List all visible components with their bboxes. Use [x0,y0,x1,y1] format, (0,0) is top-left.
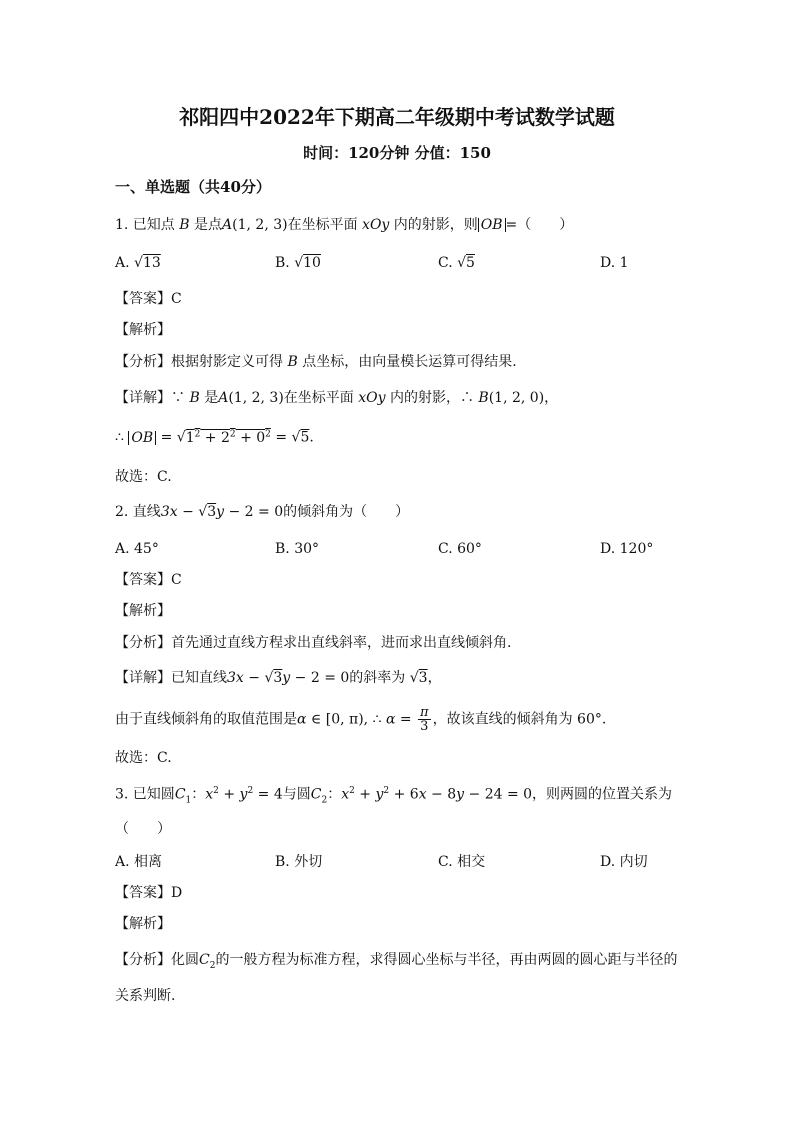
q2-option-c: C. 60° [438,541,482,557]
q3-option-c: C. 相交 [438,854,486,870]
q3-analysis-label: 【解析】 [115,916,171,932]
page-title: 祁阳四中2022年下期高二年级期中考试数学试题 [179,105,615,129]
q3-fenxi: 【分析】化圆$C_2$的一般方程为标准方程，求得圆心坐标与半径，再由两圆的圆心距与半径的 [115,952,678,971]
q1-option-c: C. √5 [438,255,475,271]
q2-analysis-label: 【解析】 [115,603,171,619]
q2-answer: 【答案】C [115,572,182,588]
q3-option-b: B. 外切 [275,854,323,870]
q2-option-a: A. 45° [115,541,159,557]
q3-answer: 【答案】D [115,885,183,901]
page-subtitle: 时间：120分钟 分值：150 [303,144,491,162]
q3-option-a: A. 相离 [115,854,163,870]
q2-fenxi: 【分析】首先通过直线方程求出直线斜率，进而求出直线倾斜角. [115,635,512,651]
q1-fenxi: 【分析】根据射影定义可得 B 点坐标，由向量模长运算可得结果. [115,354,517,370]
q3-fenxi-cont: 关系判断. [115,988,176,1004]
q3-stem: 3. 已知圆$C_1$：$x^2 + y^2 = 4$与圆$C_2$：$x^2 + y^2 + 6x - 8y - 24 = 0$，则两圆的位置关系为 [115,786,673,806]
q1-option-a: A. √13 [115,255,161,271]
q1-detail: 【详解】∵ B 是A(1, 2, 3)在坐标平面 xOy 内的射影，∴ B(1, 2, 0)， [115,390,559,406]
q1-conclusion: 故选：C. [115,469,172,485]
q3-option-d: D. 内切 [600,854,648,870]
q2-detail-range: 由于直线倾斜角的取值范围是α ∈ [0, π), ∴ α = $\frac{\pi}{3}$ ，故该直线的倾斜角为 60°. [115,705,607,734]
q1-option-b: B. √10 [275,255,321,271]
q2-option-b: B. 30° [275,541,320,557]
q2-detail: 【详解】已知直线3x − √3y − 2 = 0的斜率为 √3， [115,670,442,686]
q1-answer: 【答案】C [115,291,182,307]
q2-option-d: D. 120° [600,541,654,557]
section-heading: 一、单选题（共40分） [115,178,271,196]
q1-analysis-label: 【解析】 [115,322,171,338]
q1-option-d: D. 1 [600,255,629,271]
q1-detail-formula: ∴ OB = $√1^2 + 2^2 + 0^2 = √5$. [115,429,314,446]
q2-conclusion: 故选：C. [115,750,172,766]
q1-stem: 1. 已知点 B 是点A(1, 2, 3)在坐标平面 xOy 内的射影，则 OB =（ ） [115,217,574,233]
q3-stem-paren: （ ） [115,821,171,837]
q2-stem: 2. 直线3x − √3y − 2 = 0的倾斜角为（ ） [115,504,410,520]
